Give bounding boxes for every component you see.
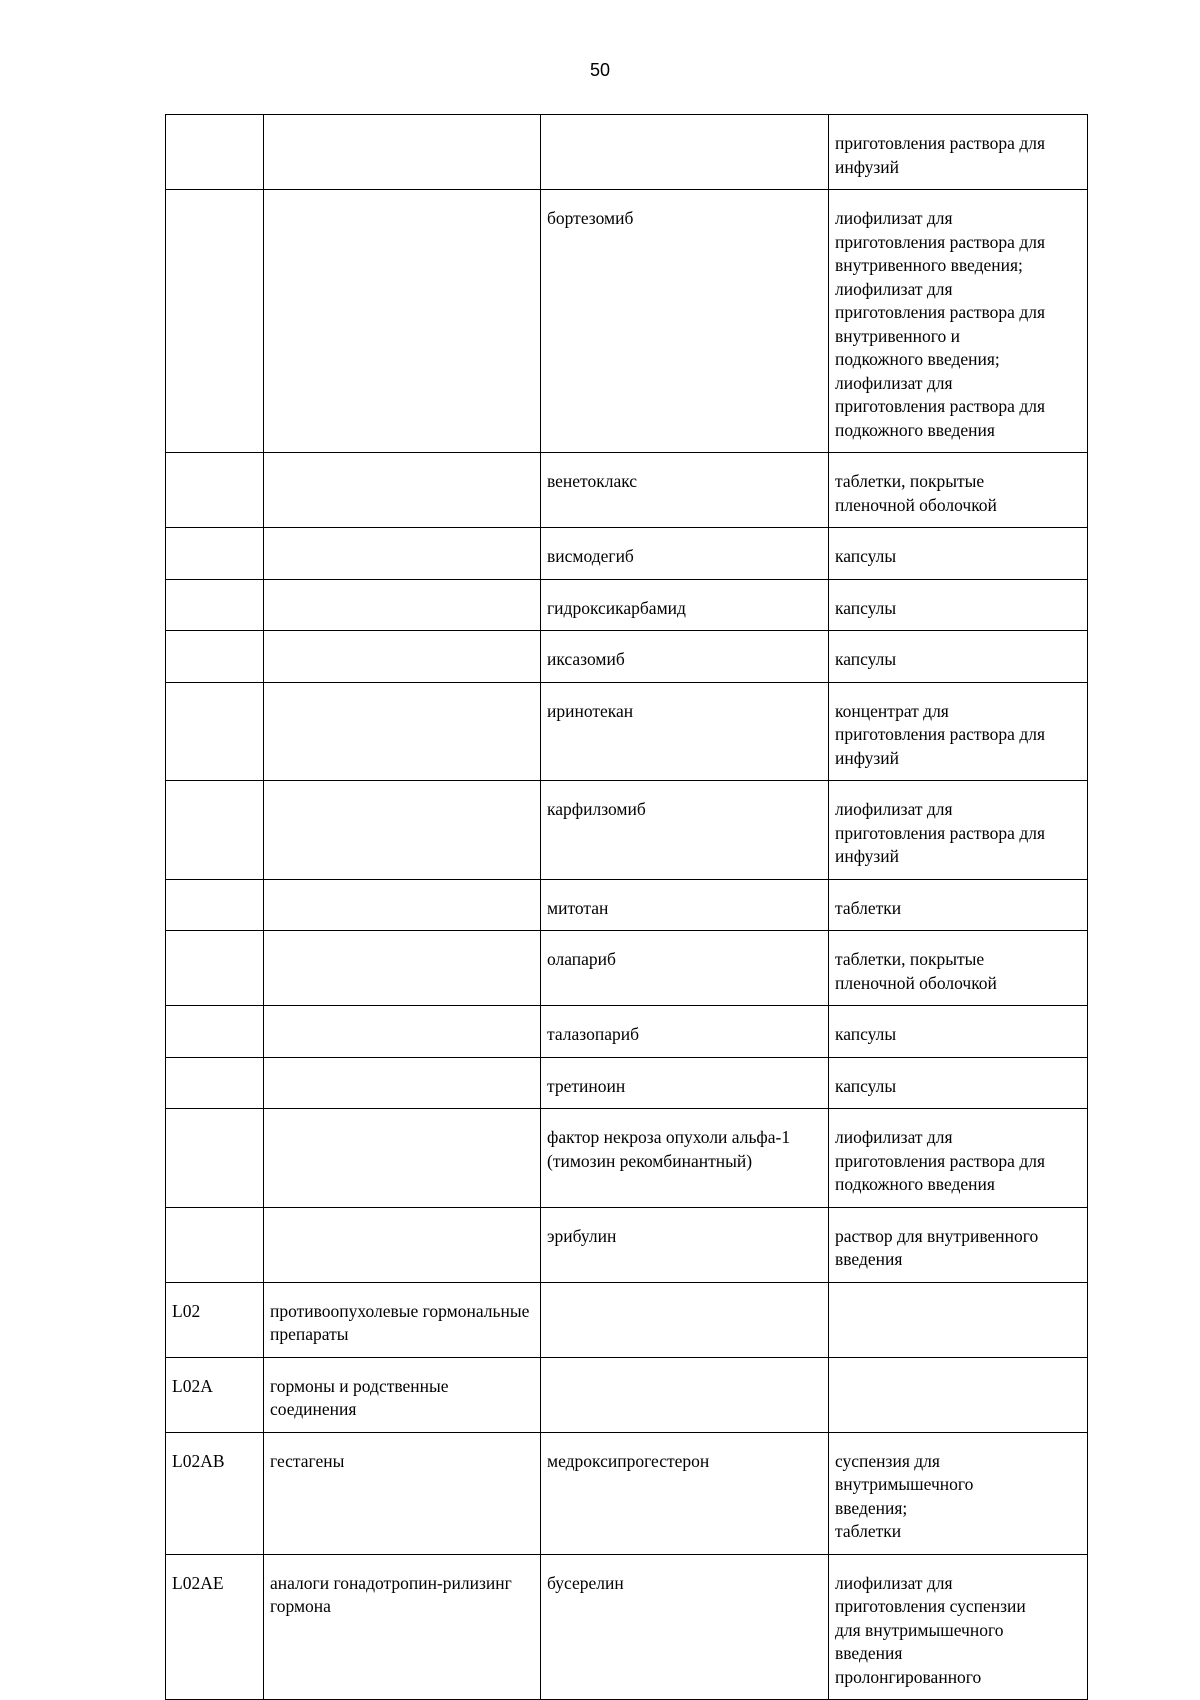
table-row [166, 931, 1088, 1006]
atc-code-cell [166, 528, 264, 580]
anatomical-group-cell [264, 781, 541, 880]
dosage-form-line: приготовления раствора для [835, 822, 1045, 843]
anatomical-group-cell [264, 579, 541, 631]
drug-table [165, 114, 1088, 1700]
table-row [166, 1432, 1088, 1554]
table-row [166, 1207, 1088, 1282]
table-body [166, 115, 1088, 1700]
drug-name-cell: венетоклакс [541, 453, 829, 528]
anatomical-group-cell: аналоги гонадотропин-рилизинг гормона [264, 1554, 541, 1700]
dosage-form-line: пленочной оболочкой [835, 972, 997, 993]
anatomical-group-cell [264, 528, 541, 580]
dosage-form-line: подкожного введения [835, 1174, 995, 1194]
anatomical-group-cell [264, 1057, 541, 1109]
dosage-form-line: лиофилизат для [835, 1127, 953, 1147]
table-row [166, 190, 1088, 453]
dosage-form-line: концентрат для [835, 700, 949, 721]
dosage-form-line: приготовления раствора для [835, 724, 1045, 744]
dosage-form-line: приготовления суспензии [835, 1596, 1026, 1616]
atc-code-cell [166, 682, 264, 781]
atc-code-cell [166, 1109, 264, 1208]
atc-code-cell [166, 190, 264, 453]
dosage-form-cell [829, 579, 1088, 631]
drug-name-cell: бортезомиб [541, 190, 829, 453]
dosage-form-cell [829, 1554, 1088, 1700]
dosage-form-cell [829, 1357, 1088, 1432]
dosage-form-cell [829, 1432, 1088, 1554]
dosage-form-line: лиофилизат для [835, 278, 953, 299]
dosage-form-cell [829, 931, 1088, 1006]
drug-name-cell: олапариб [541, 931, 829, 1006]
dosage-form-line: капсулы [835, 1024, 897, 1044]
drug-name-cell: гидроксикарбамид [541, 579, 829, 631]
atc-code-cell [166, 931, 264, 1006]
atc-code-cell [166, 115, 264, 190]
dosage-form-line: лиофилизат для [835, 1572, 953, 1593]
table-row [166, 781, 1088, 880]
dosage-form-cell [829, 781, 1088, 880]
dosage-form-cell [829, 631, 1088, 683]
dosage-form-line: пролонгированного [835, 1666, 982, 1687]
drug-name-cell [541, 1357, 829, 1432]
anatomical-group-cell [264, 931, 541, 1006]
dosage-form-line: лиофилизат для [835, 208, 953, 228]
dosage-form-line: инфузий [835, 747, 900, 768]
dosage-form-cell [829, 682, 1088, 781]
anatomical-group-cell [264, 190, 541, 453]
dosage-form-line: подкожного введения [835, 419, 995, 440]
dosage-form-line: приготовления раствора для [835, 302, 1045, 322]
anatomical-group-cell [264, 879, 541, 931]
anatomical-group-cell [264, 682, 541, 781]
atc-code-cell [166, 631, 264, 683]
dosage-form-cell [829, 190, 1088, 453]
drug-name-cell [541, 1282, 829, 1357]
table-row [166, 453, 1088, 528]
dosage-form-cell [829, 1057, 1088, 1109]
table-row [166, 1282, 1088, 1357]
drug-name-cell: иксазомиб [541, 631, 829, 683]
dosage-form-line: внутримышечного [835, 1474, 974, 1494]
atc-code-cell: L02 [166, 1282, 264, 1357]
dosage-form-line: капсулы [835, 649, 897, 669]
dosage-form-line: капсулы [835, 1075, 897, 1096]
anatomical-group-cell [264, 115, 541, 190]
anatomical-group-cell [264, 1207, 541, 1282]
table-row [166, 1554, 1088, 1700]
dosage-form-line: таблетки [835, 897, 902, 918]
dosage-form-line: лиофилизат для [835, 372, 953, 393]
drug-name-cell [541, 115, 829, 190]
drug-name-cell: талазопариб [541, 1006, 829, 1058]
page-number: 50 [589, 60, 611, 80]
drug-name-cell: висмодегиб [541, 528, 829, 580]
dosage-form-line: инфузий [835, 846, 900, 866]
atc-code-cell [166, 1207, 264, 1282]
table-row [166, 1006, 1088, 1058]
dosage-form-line: для внутримышечного [835, 1619, 1004, 1640]
dosage-form-line: инфузий [835, 156, 900, 177]
dosage-form-line: приготовления раствора для [835, 1150, 1045, 1171]
dosage-form-line: приготовления раствора для [835, 396, 1045, 416]
dosage-form-cell [829, 1109, 1088, 1208]
drug-name-cell: эрибулин [541, 1207, 829, 1282]
dosage-form-line: таблетки, покрытые [835, 471, 985, 491]
drug-name-cell: бусерелин [541, 1554, 829, 1700]
table-row [166, 879, 1088, 931]
dosage-form-line: раствор для внутривенного [835, 1225, 1039, 1246]
dosage-form-line: внутривенного введения; [835, 255, 1023, 275]
drug-name-cell: карфилзомиб [541, 781, 829, 880]
atc-code-cell: L02AE [166, 1554, 264, 1700]
table-row [166, 528, 1088, 580]
drug-name-cell: фактор некроза опухоли альфа-1 (тимозин рекомбинантный) [541, 1109, 829, 1208]
anatomical-group-cell [264, 453, 541, 528]
atc-code-cell [166, 879, 264, 931]
dosage-form-line: капсулы [835, 597, 897, 618]
dosage-form-cell [829, 528, 1088, 580]
dosage-form-line: пленочной оболочкой [835, 494, 997, 515]
dosage-form-line: подкожного введения; [835, 349, 1000, 369]
dosage-form-line: приготовления раствора для [835, 133, 1045, 153]
atc-code-cell [166, 579, 264, 631]
dosage-form-line: введения [835, 1643, 903, 1663]
dosage-form-cell [829, 115, 1088, 190]
dosage-form-line: капсулы [835, 546, 897, 566]
atc-code-cell [166, 1006, 264, 1058]
atc-code-cell [166, 1057, 264, 1109]
table-row [166, 115, 1088, 190]
dosage-form-line: суспензия для [835, 1450, 940, 1471]
dosage-form-line: приготовления раствора для [835, 231, 1045, 252]
table-row [166, 1057, 1088, 1109]
table-row [166, 579, 1088, 631]
dosage-form-line: введения; [835, 1497, 908, 1518]
dosage-form-cell [829, 879, 1088, 931]
anatomical-group-cell [264, 631, 541, 683]
anatomical-group-cell [264, 1109, 541, 1208]
dosage-form-line: внутривенного и [835, 325, 960, 346]
atc-code-cell: L02AB [166, 1432, 264, 1554]
dosage-form-cell [829, 1282, 1088, 1357]
dosage-form-cell [829, 453, 1088, 528]
atc-code-cell [166, 781, 264, 880]
atc-code-cell [166, 453, 264, 528]
dosage-form-cell [829, 1207, 1088, 1282]
table-row [166, 631, 1088, 683]
drug-name-cell: третиноин [541, 1057, 829, 1109]
drug-name-cell: митотан [541, 879, 829, 931]
table-row [166, 1357, 1088, 1432]
dosage-form-line: лиофилизат для [835, 799, 953, 819]
drug-name-cell: иринотекан [541, 682, 829, 781]
anatomical-group-cell: гормоны и родственные соединения [264, 1357, 541, 1432]
anatomical-group-cell [264, 1006, 541, 1058]
anatomical-group-cell: противоопухолевые гормональные препараты [264, 1282, 541, 1357]
dosage-form-line: таблетки, покрытые [835, 949, 985, 969]
anatomical-group-cell: гестагены [264, 1432, 541, 1554]
table-row [166, 1109, 1088, 1208]
drug-name-cell: медроксипрогестерон [541, 1432, 829, 1554]
table-row [166, 682, 1088, 781]
atc-code-cell: L02A [166, 1357, 264, 1432]
dosage-form-line: таблетки [835, 1521, 902, 1541]
dosage-form-line: введения [835, 1249, 903, 1269]
dosage-form-cell [829, 1006, 1088, 1058]
